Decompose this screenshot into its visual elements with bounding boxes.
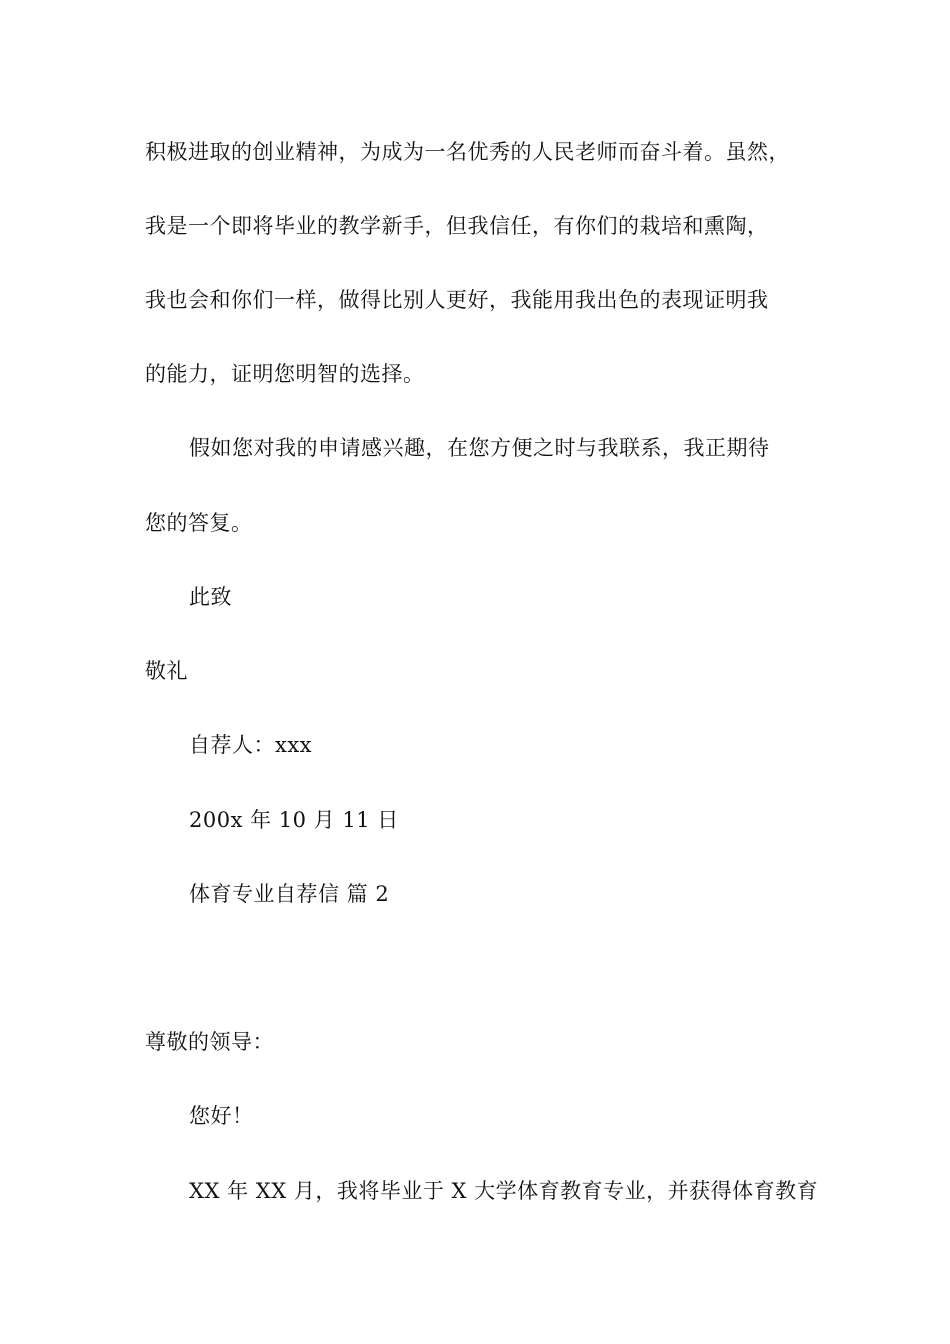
paragraph-line: 我是一个即将毕业的教学新手，但我信任，有你们的栽培和熏陶， [145, 214, 769, 238]
paragraph-line: 您的答复。 [145, 511, 253, 535]
salutation-closing: 敬礼 [145, 659, 188, 683]
signature-line: 自荐人：xxx [189, 733, 313, 757]
paragraph-line: 积极进取的创业精神，为成为一名优秀的人民老师而奋斗着。虽然， [145, 140, 790, 164]
closing-phrase: 此致 [189, 585, 232, 609]
paragraph-line: 我也会和你们一样，做得比别人更好，我能用我出色的表现证明我 [145, 288, 769, 312]
section-heading: 体育专业自荐信 篇 2 [189, 882, 390, 906]
greeting-hello: 您好！ [189, 1104, 254, 1128]
date-line: 200x 年 10 月 11 日 [189, 808, 399, 832]
paragraph-line: XX 年 XX 月，我将毕业于 X 大学体育教育专业，并获得体育教育 [189, 1179, 819, 1203]
greeting-line: 尊敬的领导： [145, 1030, 274, 1054]
paragraph-line: 的能力，证明您明智的选择。 [145, 362, 425, 386]
paragraph-line: 假如您对我的申请感兴趣，在您方便之时与我联系，我正期待 [189, 436, 770, 460]
